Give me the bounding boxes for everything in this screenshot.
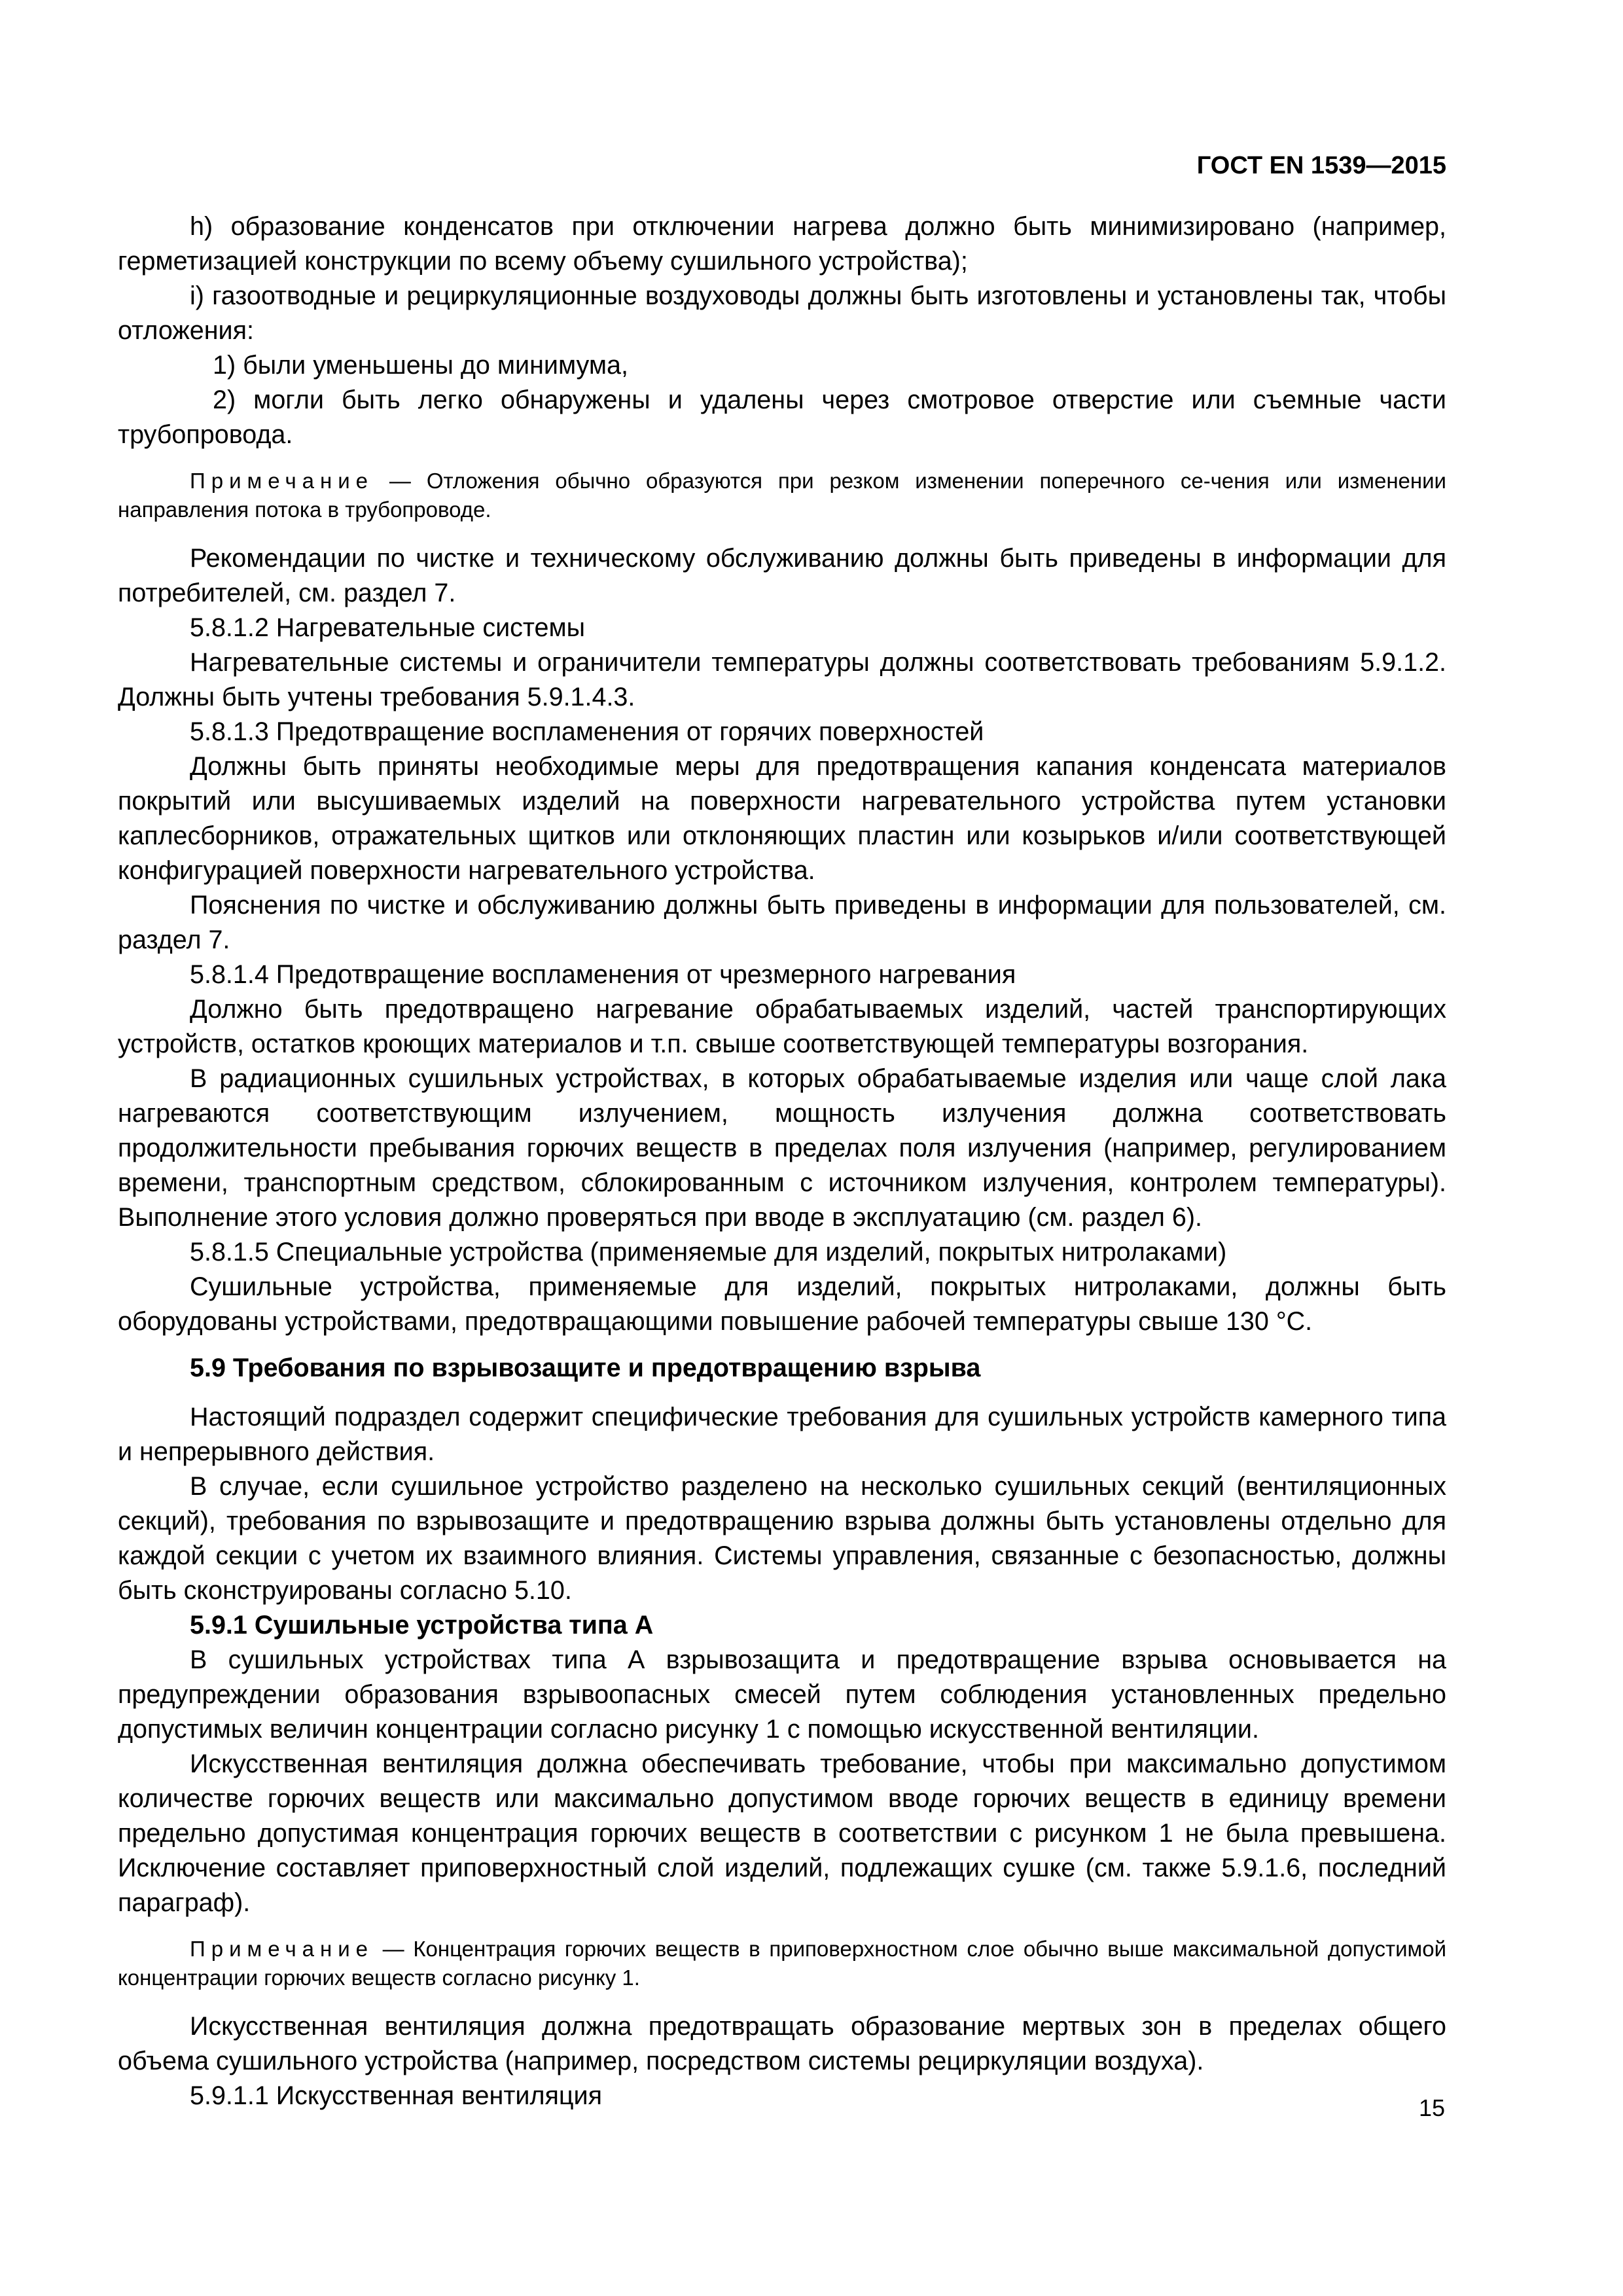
subsection-title: 5.8.1.5 Специальные устройства (применяемые для изделий, покрытых нитролаками) xyxy=(190,1238,1227,1266)
subsection-title: 5.9.1.1 Искусственная вентиляция xyxy=(190,2081,602,2110)
subsection-title: 5.8.1.2 Нагревательные системы xyxy=(190,613,586,642)
paragraph: Рекомендации по чистке и техническому обслуживанию должны быть приведены в информации для потребителей, см. раздел 7. xyxy=(118,544,1446,607)
paragraph: В сушильных устройствах типа А взрывозащита и предотвращение взрыва основывается на предупреждении образования взрывоопасных смесей путем соблюдения установленных предельно допустимых величин концентрации согласно рисунку 1 с помощью искусственной вентиляции. xyxy=(118,1645,1446,1744)
paragraph: Настоящий подраздел содержит специфические требования для сушильных устройств камерного типа и непрерывного действия. xyxy=(118,1403,1446,1466)
document-body xyxy=(118,209,1446,2113)
paragraph: Должно быть предотвращено нагревание обрабатываемых изделий, частей транспортирующих устройств, остатков кроющих материалов и т.п. свыше соответствующей температуры возгорания. xyxy=(118,995,1446,1058)
subsection-title: 5.8.1.3 Предотвращение воспламенения от горячих поверхностей xyxy=(190,717,984,746)
note xyxy=(118,467,1446,524)
note-text: — Отложения обычно образуются при резком изменении поперечного се-чения или изменении направления потока в трубопроводе. xyxy=(118,469,1446,522)
section-heading: 5.9 Требования по взрывозащите и предотвращению взрыва xyxy=(190,1354,981,1382)
subsection-title: 5.8.1.4 Предотвращение воспламенения от чрезмерного нагревания xyxy=(190,960,1016,989)
document-code: ГОСТ EN 1539—2015 xyxy=(1196,152,1446,179)
paragraph: Нагревательные системы и ограничители температуры должны соответствовать требованиям 5.9.1.2. Должны быть учтены требования 5.9.1.4.3. xyxy=(118,648,1446,711)
paragraph: Искусственная вентиляция должна предотвращать образование мертвых зон в пределах общего объема сушильного устройства (например, посредством системы рециркуляции воздуха). xyxy=(118,2012,1446,2075)
page-number: 15 xyxy=(1418,2094,1445,2121)
subsection-heading: 5.9.1 Сушильные устройства типа А xyxy=(190,1611,654,1640)
paragraph: i) газоотводные и рециркуляционные воздуховоды должны быть изготовлены и установлены так, чтобы отложения: xyxy=(118,281,1446,345)
note-label: Примечание xyxy=(190,469,374,493)
list-item: 2) могли быть легко обнаружены и удалены через смотровое отверстие или съемные части трубопровода. xyxy=(118,386,1446,449)
paragraph: Должны быть приняты необходимые меры для предотвращения капания конденсата материалов покрытий или высушиваемых изделий на поверхности нагревательного устройства путем установки каплесборников, отражательных щитков или отклоняющих пластин или козырьков и/или соответствующей конфигурацией поверхности нагревательного устройства. xyxy=(118,752,1446,885)
paragraph: Искусственная вентиляция должна обеспечивать требование, чтобы при максимально допустимом количестве горючих веществ или максимально допустимом вводе горючих веществ в единицу времени предельно допустимая концентрация горючих веществ в соответствии с рисунком 1 не была превышена. Исключение составляет приповерхностный слой изделий, подлежащих сушке (см. также 5.9.1.6, последний параграф). xyxy=(118,1749,1446,1917)
paragraph: h) образование конденсатов при отключении нагрева должно быть минимизировано (например, герметизацией конструкции по всему объему сушильного устройства); xyxy=(118,212,1446,276)
note xyxy=(118,1935,1446,1992)
paragraph: Сушильные устройства, применяемые для изделий, покрытых нитролаками, должны быть оборудованы устройствами, предотвращающими повышение рабочей температуры свыше 130 °С. xyxy=(118,1272,1446,1336)
note-label: Примечание xyxy=(190,1937,374,1961)
paragraph: В случае, если сушильное устройство разделено на несколько сушильных секций (вентиляционных секций), требования по взрывозащите и предотвращению взрыва должны быть установлены отдельно для каждой секции с учетом их взаимного влияния. Системы управления, связанные с безопасностью, должны быть сконструированы согласно 5.10. xyxy=(118,1472,1446,1605)
paragraph: В радиационных сушильных устройствах, в которых обрабатываемые изделия или чаще слой лака нагреваются соответствующим излучением, мощность излучения должна соответствовать продолжительности пребывания горючих веществ в пределах поля излучения (например, регулированием времени, транспортным средством, сблокированным с источником излучения, контролем температуры). Выполнение этого условия должно проверяться при вводе в эксплуатацию (см. раздел 6). xyxy=(118,1064,1446,1232)
note-text: — Концентрация горючих веществ в приповерхностном слое обычно выше максимальной допустимой концентрации горючих веществ согласно рисунку 1. xyxy=(118,1937,1446,1990)
list-item: 1) были уменьшены до минимума, xyxy=(213,351,628,380)
paragraph: Пояснения по чистке и обслуживанию должны быть приведены в информации для пользователей, см. раздел 7. xyxy=(118,891,1446,954)
